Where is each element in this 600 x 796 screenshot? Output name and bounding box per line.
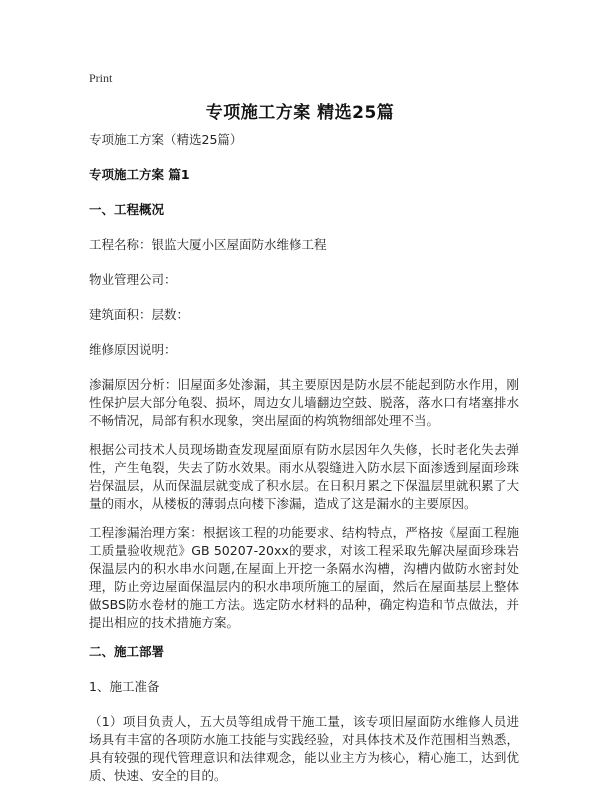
subheading-preparation: 1、施工准备 bbox=[89, 679, 160, 694]
treatment-plan-paragraph: 工程渗漏治理方案：根据该工程的功能要求、结构特点，严格按《屋面工程施工质量验收规范》GB 50207-20xx的要求，对该工程采取先解决屋面珍珠岩保温层内的积水串水问题,在屋面上开挖一条隔水沟槽，沟槽内做防水密封处理，防止旁边屋面保温层内的积水串项所施工的屋面，然后在屋面基层上整体做SBS防水卷材的施工方法。选定防水材料的品种，确定构造和节点做法，并提出相应的技术措施方案。 bbox=[89, 525, 519, 630]
document-subtitle: 专项施工方案（精选25篇） bbox=[89, 132, 243, 147]
project-name: 工程名称：银监大厦小区屋面防水维修工程 bbox=[89, 237, 327, 252]
heading-project-overview: 一、工程概况 bbox=[89, 202, 165, 217]
site-survey-paragraph: 根据公司技术人员现场勘查发现屋面原有防水层因年久失修，长时老化失去弹性，产生龟裂，失去了防水效果。雨水从裂缝进入防水层下面渗透到屋面珍珠岩保温层，从而保温层就变成了积水层。在日积月累之下保温层里就积累了大量的雨水，从楼板的薄弱点向楼下渗漏，造成了这是漏水的主要原因。 bbox=[89, 442, 519, 511]
heading-construction-deployment: 二、施工部署 bbox=[89, 644, 165, 659]
leak-analysis-paragraph: 渗漏原因分析：旧屋面多处渗漏，其主要原因是防水层不能起到防水作用，刚性保护层大部分龟裂、损坏，周边女儿墙翻边空鼓、脱落，落水口有堵塞排水不畅情况，局部有积水现象，突出屋面的构筑物细部处理不当。 bbox=[89, 377, 519, 428]
print-label[interactable]: Print bbox=[89, 71, 113, 85]
document-title: 专项施工方案 精选25篇 bbox=[205, 103, 395, 123]
section-heading: 专项施工方案 篇1 bbox=[89, 167, 190, 182]
area-floors: 建筑面积：层数： bbox=[89, 307, 190, 322]
repair-reason-label: 维修原因说明： bbox=[89, 342, 177, 357]
property-company: 物业管理公司： bbox=[89, 272, 177, 287]
preparation-paragraph: （1）项目负责人，五大员等组成骨干施工量，该专项旧屋面防水维修人员进场具有丰富的各项防水施工技能与实践经验，对具体技术及作范围相当熟悉，具有较强的现代管理意识和法律观念，能以业主方为核心，精心施工，达到优质、快速、安全的目的。 bbox=[89, 714, 519, 783]
document-body bbox=[89, 131, 519, 796]
